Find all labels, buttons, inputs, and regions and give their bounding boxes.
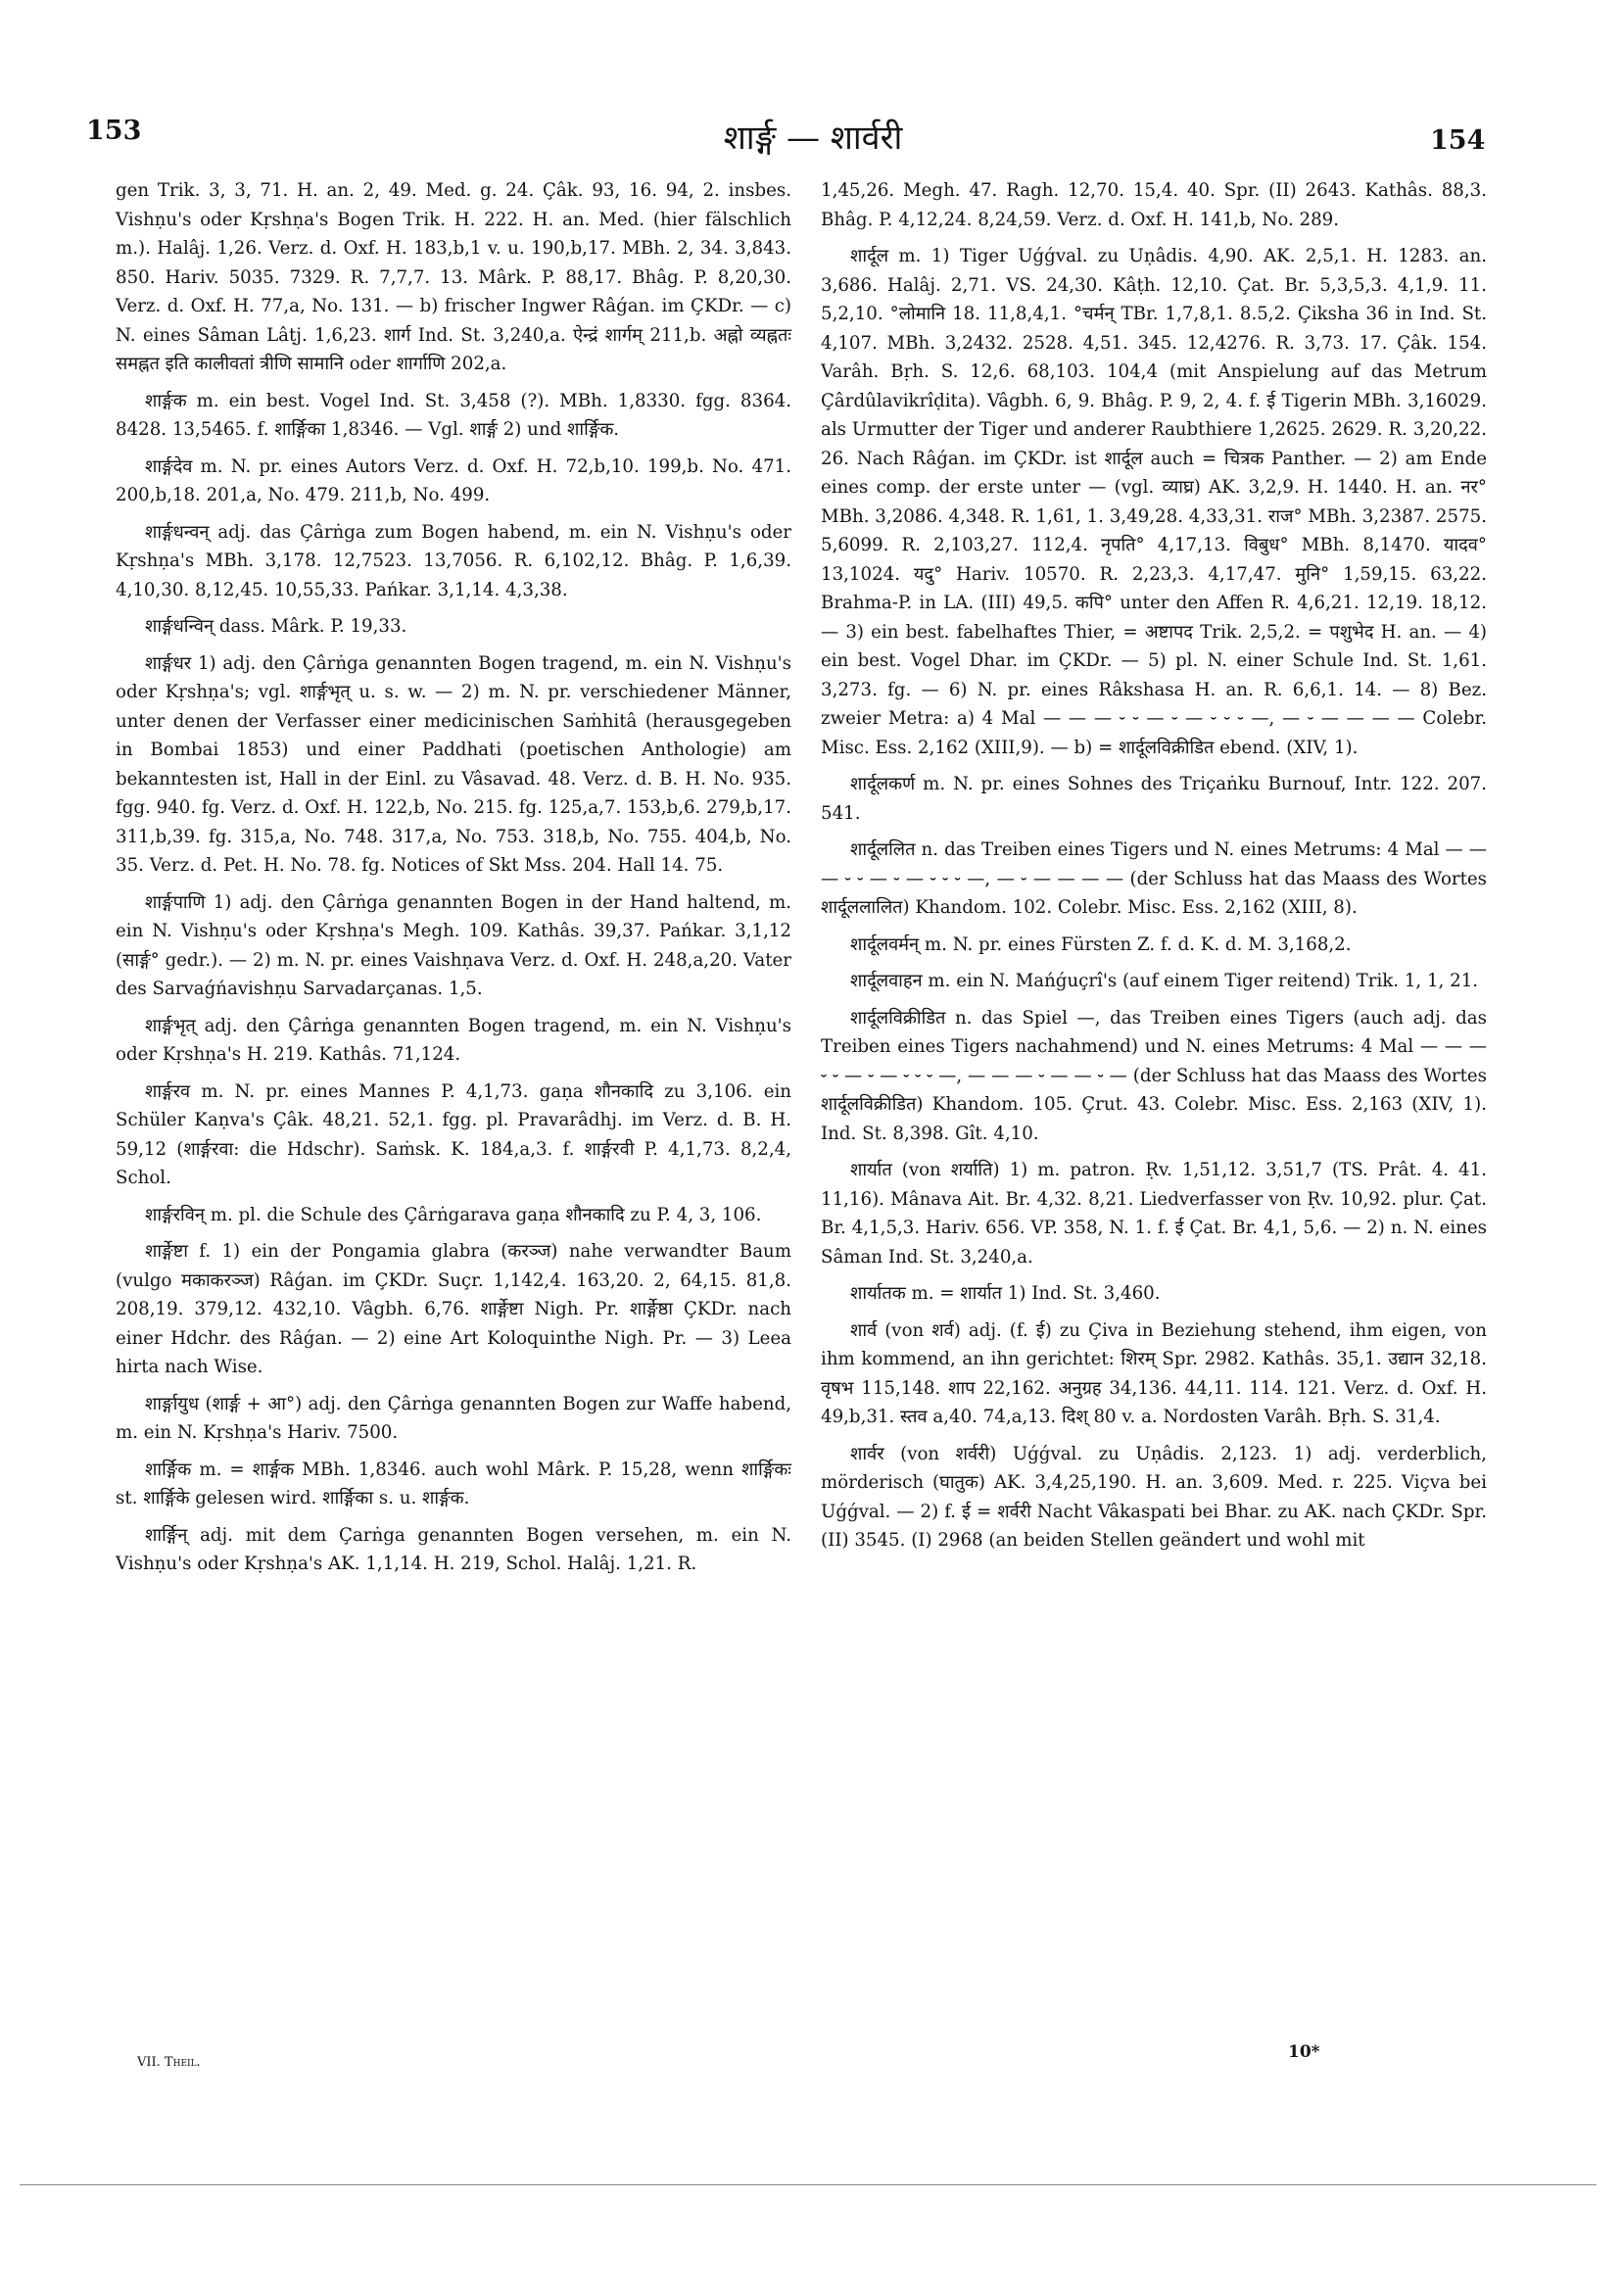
dictionary-entry: शार्यात (von शर्याति) 1) m. patron. Ṛv. 1,51,12. 3,51,7 (TS. Prât. 4. 41. 11,16). Mânava Ait. Br. 4,32. 8,21. Liedverfasser von Ṛv. 10,92. plur. Çat. Br. 4,1,5,3. Hariv. 656. VP. 358, N. 1. f. ई Çat. Br. 4,1, 5,6. — 2) n. N. eines Sâman Ind. St. 3,240,a. [821, 1160, 1487, 1268]
dictionary-entry: शार्ङ्गायुध (शार्ङ्ग + आ°) adj. den Çârṅga genannten Bogen zur Waffe habend, m. ein N. Kṛshṇa's Hariv. 7500. [116, 1393, 791, 1443]
signature-mark: 10* [1288, 2042, 1320, 2062]
dictionary-entry: शार्दूलकर्ण m. N. pr. eines Sohnes des Triçaṅku Burnouf, Intr. 122. 207. 541. [821, 774, 1487, 824]
dictionary-entry: शार्दूललित n. das Treiben eines Tigers und N. eines Metrums: 4 Mal — — — ⏑ ⏑ — ⏑ — ⏑ ⏑ ⏑ —, — ⏑ — — — — (der Schluss hat das Maass des Wortes शार्दूललालित) Khandom. 102. Colebr. Misc. Ess. 2,162 (XIII, 8). [821, 839, 1487, 918]
dictionary-entry: शार्ङ्गक m. ein best. Vogel Ind. St. 3,458 (?). MBh. 1,8330. fgg. 8364. 8428. 13,5465. f. शार्ङ्गिका 1,8346. — Vgl. शार्ङ्ग 2) und शार्ङ्गिक. [116, 390, 791, 440]
dictionary-entry: शार्दूलवर्मन् m. N. pr. eines Fürsten Z. f. d. K. d. M. 3,168,2. [850, 933, 1352, 955]
dictionary-entry: शार्दूल m. 1) Tiger Uǵǵval. zu Uṇâdis. 4,90. AK. 2,5,1. H. 1283. an. 3,686. Halâj. 2,71. VS. 24,30. Kâṭh. 12,10. Çat. Br. 5,3,5,3. 4,1,9. 11. 5,2,10. °लोमानि 18. 11,8,4,1. °चर्मन् TBr. 1,7,8,1. 8.5,2. Çiksha 36 in Ind. St. 4,107. MBh. 3,2432. 2528. 4,51. 345. 12,4276. R. 3,73. 17. Çâk. 154. Varâh. Bṛh. S. 12,6. 68,103. 104,4 (mit Anspielung auf das Metrum Çârdûlavikrîḍita). Vâgbh. 6, 9. Bhâg. P. 9, 2, 4. f. ई Tigerin MBh. 3,16029. als Urmutter der Tiger und anderer Raubthiere 1,2625. 2629. R. 3,20,22. 26. Nach Râǵan. im ÇKDr. ist शार्दूल auch = चित्रक Panther. — 2) am Ende eines comp. der erste unter — (vgl. व्याघ्र) AK. 3,2,9. H. 1440. H. an. नर° MBh. 3,2086. 4,348. R. 1,61, 1. 3,49,28. 4,33,31. राज° MBh. 3,2387. 2575. 5,6099. R. 2,103,27. 112,4. नृपति° 4,17,13. विबुध° MBh. 8,1470. यादव° 13,1024. यदु° Hariv. 10570. R. 2,23,3. 4,17,47. मुनि° 1,59,15. 63,22. Brahma-P. in LA. (III) 49,5. कपि° unter den Affen R. 4,6,21. 12,19. 18,12. — 3) ein best. fabelhaftes Thier, = अष्टापद Trik. 2,5,2. = पशुभेद H. an. — 4) ein best. Vogel Dhar. im ÇKDr. — 5) pl. N. einer Schule Ind. St. 1,61. 3,273. fg. — 6) N. pr. eines Râkshasa H. an. R. 6,6,1. 14. — 8) Bez. zweier Metra: a) 4 Mal — — — ⏑ ⏑ — ⏑ — ⏑ ⏑ ⏑ —, — ⏑ — — — — Colebr. Misc. Ess. 2,162 (XIII,9). — b) = शार्दूलविक्रीडित ebend. (XIV, 1). [821, 246, 1487, 758]
dictionary-entry: शार्वर (von शर्वरी) Uǵǵval. zu Uṇâdis. 2,123. 1) adj. verderblich, mörderisch (घातुक) AK. 3,4,25,190. H. an. 3,609. Med. r. 225. Viçva bei Uǵǵval. — 2) f. ई = शर्वरी Nacht Vâkaspati bei Bhar. zu AK. nach ÇKDr. Spr. (II) 3545. (I) 2968 (an beiden Stellen geändert und wohl mit [821, 1443, 1487, 1551]
dictionary-entry: शार्ङ्गेष्टा f. 1) ein der Pongamia glabra (करञ्ज) nahe verwandter Baum (vulgo मकाकरञ्ज) Râǵan. im ÇKDr. Suçr. 1,142,4. 163,20. 2, 64,15. 81,8. 208,19. 379,12. 432,10. Vâgbh. 6,76. शार्ङ्गेष्टा Nigh. Pr. शार्ङ्गेष्ठा ÇKDr. nach einer Hdchr. des Râǵan. — 2) eine Art Koloquinthe Nigh. Pr. — 3) Leea hirta nach Wise. [116, 1241, 791, 1377]
dictionary-entry: शार्ङ्गरविन् m. pl. die Schule des Çârṅgarava gaṇa शौनकादि zu P. 4, 3, 106. [145, 1204, 762, 1225]
volume-label: VII. Theil. [137, 2055, 201, 2070]
dictionary-entry: शार्ङ्गभृत् adj. den Çârṅga genannten Bogen tragend, m. ein N. Vishṇu's oder Kṛshṇa's H. 219. Kathâs. 71,124. [116, 1015, 791, 1065]
dictionary-entry: शार्दूलवाहन m. ein N. Mańǵuçrî's (auf einem Tiger reitend) Trik. 1, 1, 21. [850, 971, 1479, 991]
running-title: शार्ङ्ग — शार्वरी [723, 119, 903, 158]
dictionary-entry: शार्ङ्गिक m. = शार्ङ्गक MBh. 1,8346. auch wohl Mârk. P. 15,28, wenn शार्ङ्गिकः st. शार्ङ्गिके gelesen wird. शार्ङ्गिका s. u. शार्ङ्गक. [116, 1459, 791, 1508]
right-column [821, 176, 1487, 1563]
dictionary-entry: शार्ङ्गरव m. N. pr. eines Mannes P. 4,1,73. gaṇa शौनकादि zu 3,106. ein Schüler Kaṇva's Çâk. 48,21. 52,1. fgg. pl. Pravarâdhj. im Verz. d. B. H. 59,12 (शार्ङ्गरवा: die Hdschr). Saṁsk. K. 184,a,3. f. शार्ङ्गरवी P. 4,1,73. 8,2,4, Schol. [116, 1080, 791, 1188]
dictionary-entry: शार्ङ्गपाणि 1) adj. den Çârṅga genannten Bogen in der Hand haltend, m. ein N. Vishṇu's oder Kṛshṇa's Megh. 109. Kathâs. 39,37. Pańkar. 3,1,12 (सार्ङ्ग° gedr.). — 2) m. N. pr. eines Vaishṇava Verz. d. Oxf. H. 248,a,20. Vater des Sarvaǵńavishṇu Sarvadarçanas. 1,5. [116, 891, 791, 999]
dictionary-entry: शार्ङ्गधर 1) adj. den Çârṅga genannten Bogen tragend, m. ein N. Vishṇu's oder Kṛshṇa's; vgl. शार्ङ्गभृत् u. s. w. — 2) m. N. pr. verschiedener Männer, unter denen der Verfasser einer medicinischen Saṁhitâ (herausgegeben in Bombai 1853) und einer Paddhati (poetischen Anthologie) am bekanntesten ist, Hall in der Einl. zu Vâsavad. 48. Verz. d. B. H. No. 935. fgg. 940. fg. Verz. d. Oxf. H. 122,b, No. 215. fg. 125,a,7. 153,b,6. 279,b,17. 311,b,39. fg. 315,a, No. 748. 317,a, No. 753. 318,b, No. 755. 404,b, No. 35. Verz. d. Pet. H. No. 78. fg. Notices of Skt Mss. 204. Hall 14. 75. [116, 652, 791, 876]
dictionary-entry: gen Trik. 3, 3, 71. H. an. 2, 49. Med. g. 24. Çâk. 93, 16. 94, 2. insbes. Vishṇu's oder Kṛshṇa's Bogen Trik. H. 222. H. an. Med. (hier fälschlich m.). Halâj. 1,26. Verz. d. Oxf. H. 183,b,1 v. u. 190,b,17. MBh. 2, 34. 3,843. 850. Hariv. 5035. 7329. R. 7,7,7. 13. Mârk. P. 88,17. Bhâg. P. 8,20,30. Verz. d. Oxf. H. 77,a, No. 131. — b) frischer Ingwer Râǵan. im ÇKDr. — c) N. eines Sâman Lâṭj. 1,6,23. शार्ग Ind. St. 3,240,a. ऐन्द्रं शार्गम् 211,b. अह्नो व्यह्नतः समह्नत इति कालीवतां त्रीणि सामानि oder शार्गाणि 202,a. [116, 180, 791, 374]
page-number-left: 153 [86, 116, 142, 146]
dictionary-entry: शार्ङ्गिन् adj. mit dem Çarṅga genannten Bogen versehen, m. ein N. Vishṇu's oder Kṛshṇa's AK. 1,1,14. H. 219, Schol. Halâj. 1,21. R. [116, 1524, 791, 1574]
dictionary-entry: 1,45,26. Megh. 47. Ragh. 12,70. 15,4. 40. Spr. (II) 2643. Kathâs. 88,3. Bhâg. P. 4,12,24. 8,24,59. Verz. d. Oxf. H. 141,b, No. 289. [821, 180, 1487, 230]
dictionary-entry: शार्ङ्गदेव m. N. pr. eines Autors Verz. d. Oxf. H. 72,b,10. 199,b. No. 471. 200,b,18. 201,a, No. 479. 211,b, No. 499. [116, 455, 791, 505]
dictionary-entry: शार्दूलविक्रीडित n. das Spiel —, das Treiben eines Tigers (auch adj. das Treiben eines Tigers nachahmend) und N. eines Metrums: 4 Mal — — — ⏑ ⏑ — ⏑ — ⏑ ⏑ ⏑ —, — — — ⏑ — — ⏑ — (der Schluss hat das Maass des Wortes शार्दूलविक्रीडित) Khandom. 105. Çrut. 43. Colebr. Misc. Ess. 2,163 (XIV, 1). Ind. St. 8,398. Gît. 4,10. [821, 1007, 1487, 1144]
page-header [0, 0, 1622, 186]
page-number-right: 154 [1430, 125, 1486, 156]
dictionary-entry: शार्ङ्गधन्वन् adj. das Çârṅga zum Bogen habend, m. ein N. Vishṇu's oder Kṛshṇa's MBh. 3,178. 12,7523. 13,7056. R. 6,102,12. Bhâg. P. 1,6,39. 4,10,30. 8,12,45. 10,55,33. Pańkar. 3,1,14. 4,3,38. [116, 521, 791, 600]
bottom-rule [20, 2184, 1597, 2185]
dictionary-entry: शार्यातक m. = शार्यात 1) Ind. St. 3,460. [850, 1283, 1161, 1304]
left-column [116, 176, 791, 1587]
dictionary-entry: शार्ङ्गधन्विन् dass. Mârk. P. 19,33. [145, 616, 407, 637]
dictionary-entry: शार्व (von शर्व) adj. (f. ई) zu Çiva in Beziehung stehend, ihm eigen, von ihm kommend, an ihn gerichtet: शिरम् Spr. 2982. Kathâs. 35,1. उद्यान 32,18. वृषभ 115,148. शाप 22,162. अनुग्रह 34,136. 44,11. 114. 121. Verz. d. Oxf. H. 49,b,31. स्तव a,40. 74,a,13. दिश् 80 v. a. Nordosten Varâh. Bṛh. S. 31,4. [821, 1319, 1487, 1427]
